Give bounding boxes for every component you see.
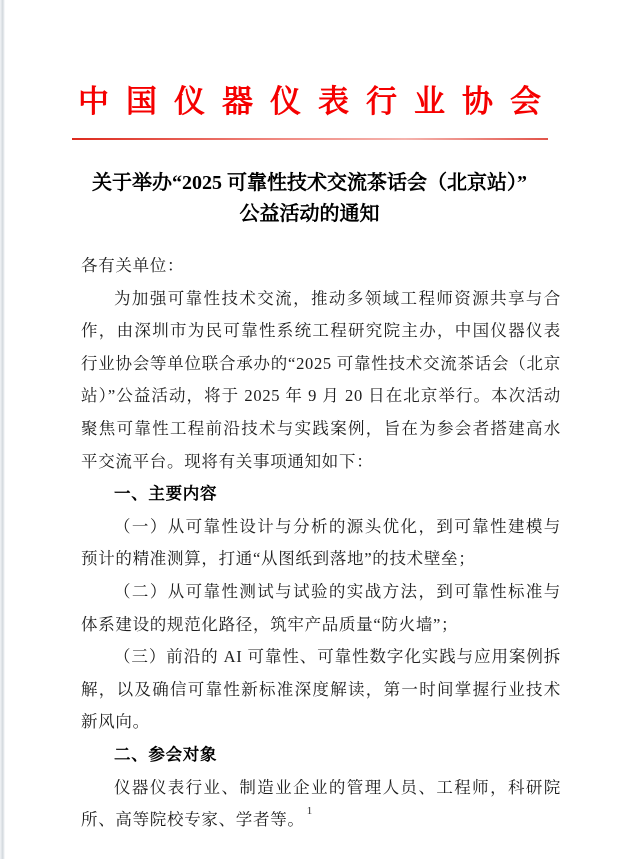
- section-1-item-1: （一）从可靠性设计与分析的源头优化，到可靠性建模与预计的精准测算，打通“从图纸到落地”的技术壁垒；: [81, 516, 561, 569]
- organization-name: 中国仪器仪表行业协会: [78, 84, 558, 119]
- document-title-line1: 关于举办“2025 可靠性技术交流茶话会（北京站）”: [92, 172, 527, 194]
- letterhead-rule: [72, 138, 548, 140]
- page-left-edge: [0, 0, 5, 859]
- section-2-paragraph: 仪器仪表行业、制造业企业的管理人员、工程师，科研院所、高等院校专家、学者等。: [81, 777, 561, 830]
- letterhead: [0, 0, 619, 140]
- section-1-item-3: （三）前沿的 AI 可靠性、可靠性数字化实践与应用案例拆解，以及确信可靠性新标准深度解读，第一时间掌握行业技术新风向。: [81, 647, 561, 732]
- section-1-heading: 一、主要内容: [114, 484, 218, 504]
- document-title: [0, 168, 619, 230]
- section-1-item-2: （二）从可靠性测试与试验的实战方法，到可靠性标准与体系建设的规范化路径，筑牢产品质量“防火墙”；: [81, 581, 561, 634]
- salutation: 各有关单位：: [81, 256, 185, 275]
- section-2-heading: 二、参会对象: [114, 744, 218, 764]
- document-body: [81, 250, 561, 837]
- intro-paragraph: 为加强可靠性技术交流，推动多领域工程师资源共享与合作，由深圳市为民可靠性系统工程研究院主办，中国仪器仪表行业协会等单位联合承办的“2025 可靠性技术交流茶话会（北京站）”公益活动，将于 2025 年 9 月 20 日在北京举行。本次活动聚焦可靠性工程前沿技术与实践案例，旨在为参会者搭建高水平交流平台。现将有关事项通知如下：: [81, 288, 561, 471]
- page-number: 1: [306, 805, 313, 817]
- document-title-line2: 公益活动的通知: [239, 203, 380, 225]
